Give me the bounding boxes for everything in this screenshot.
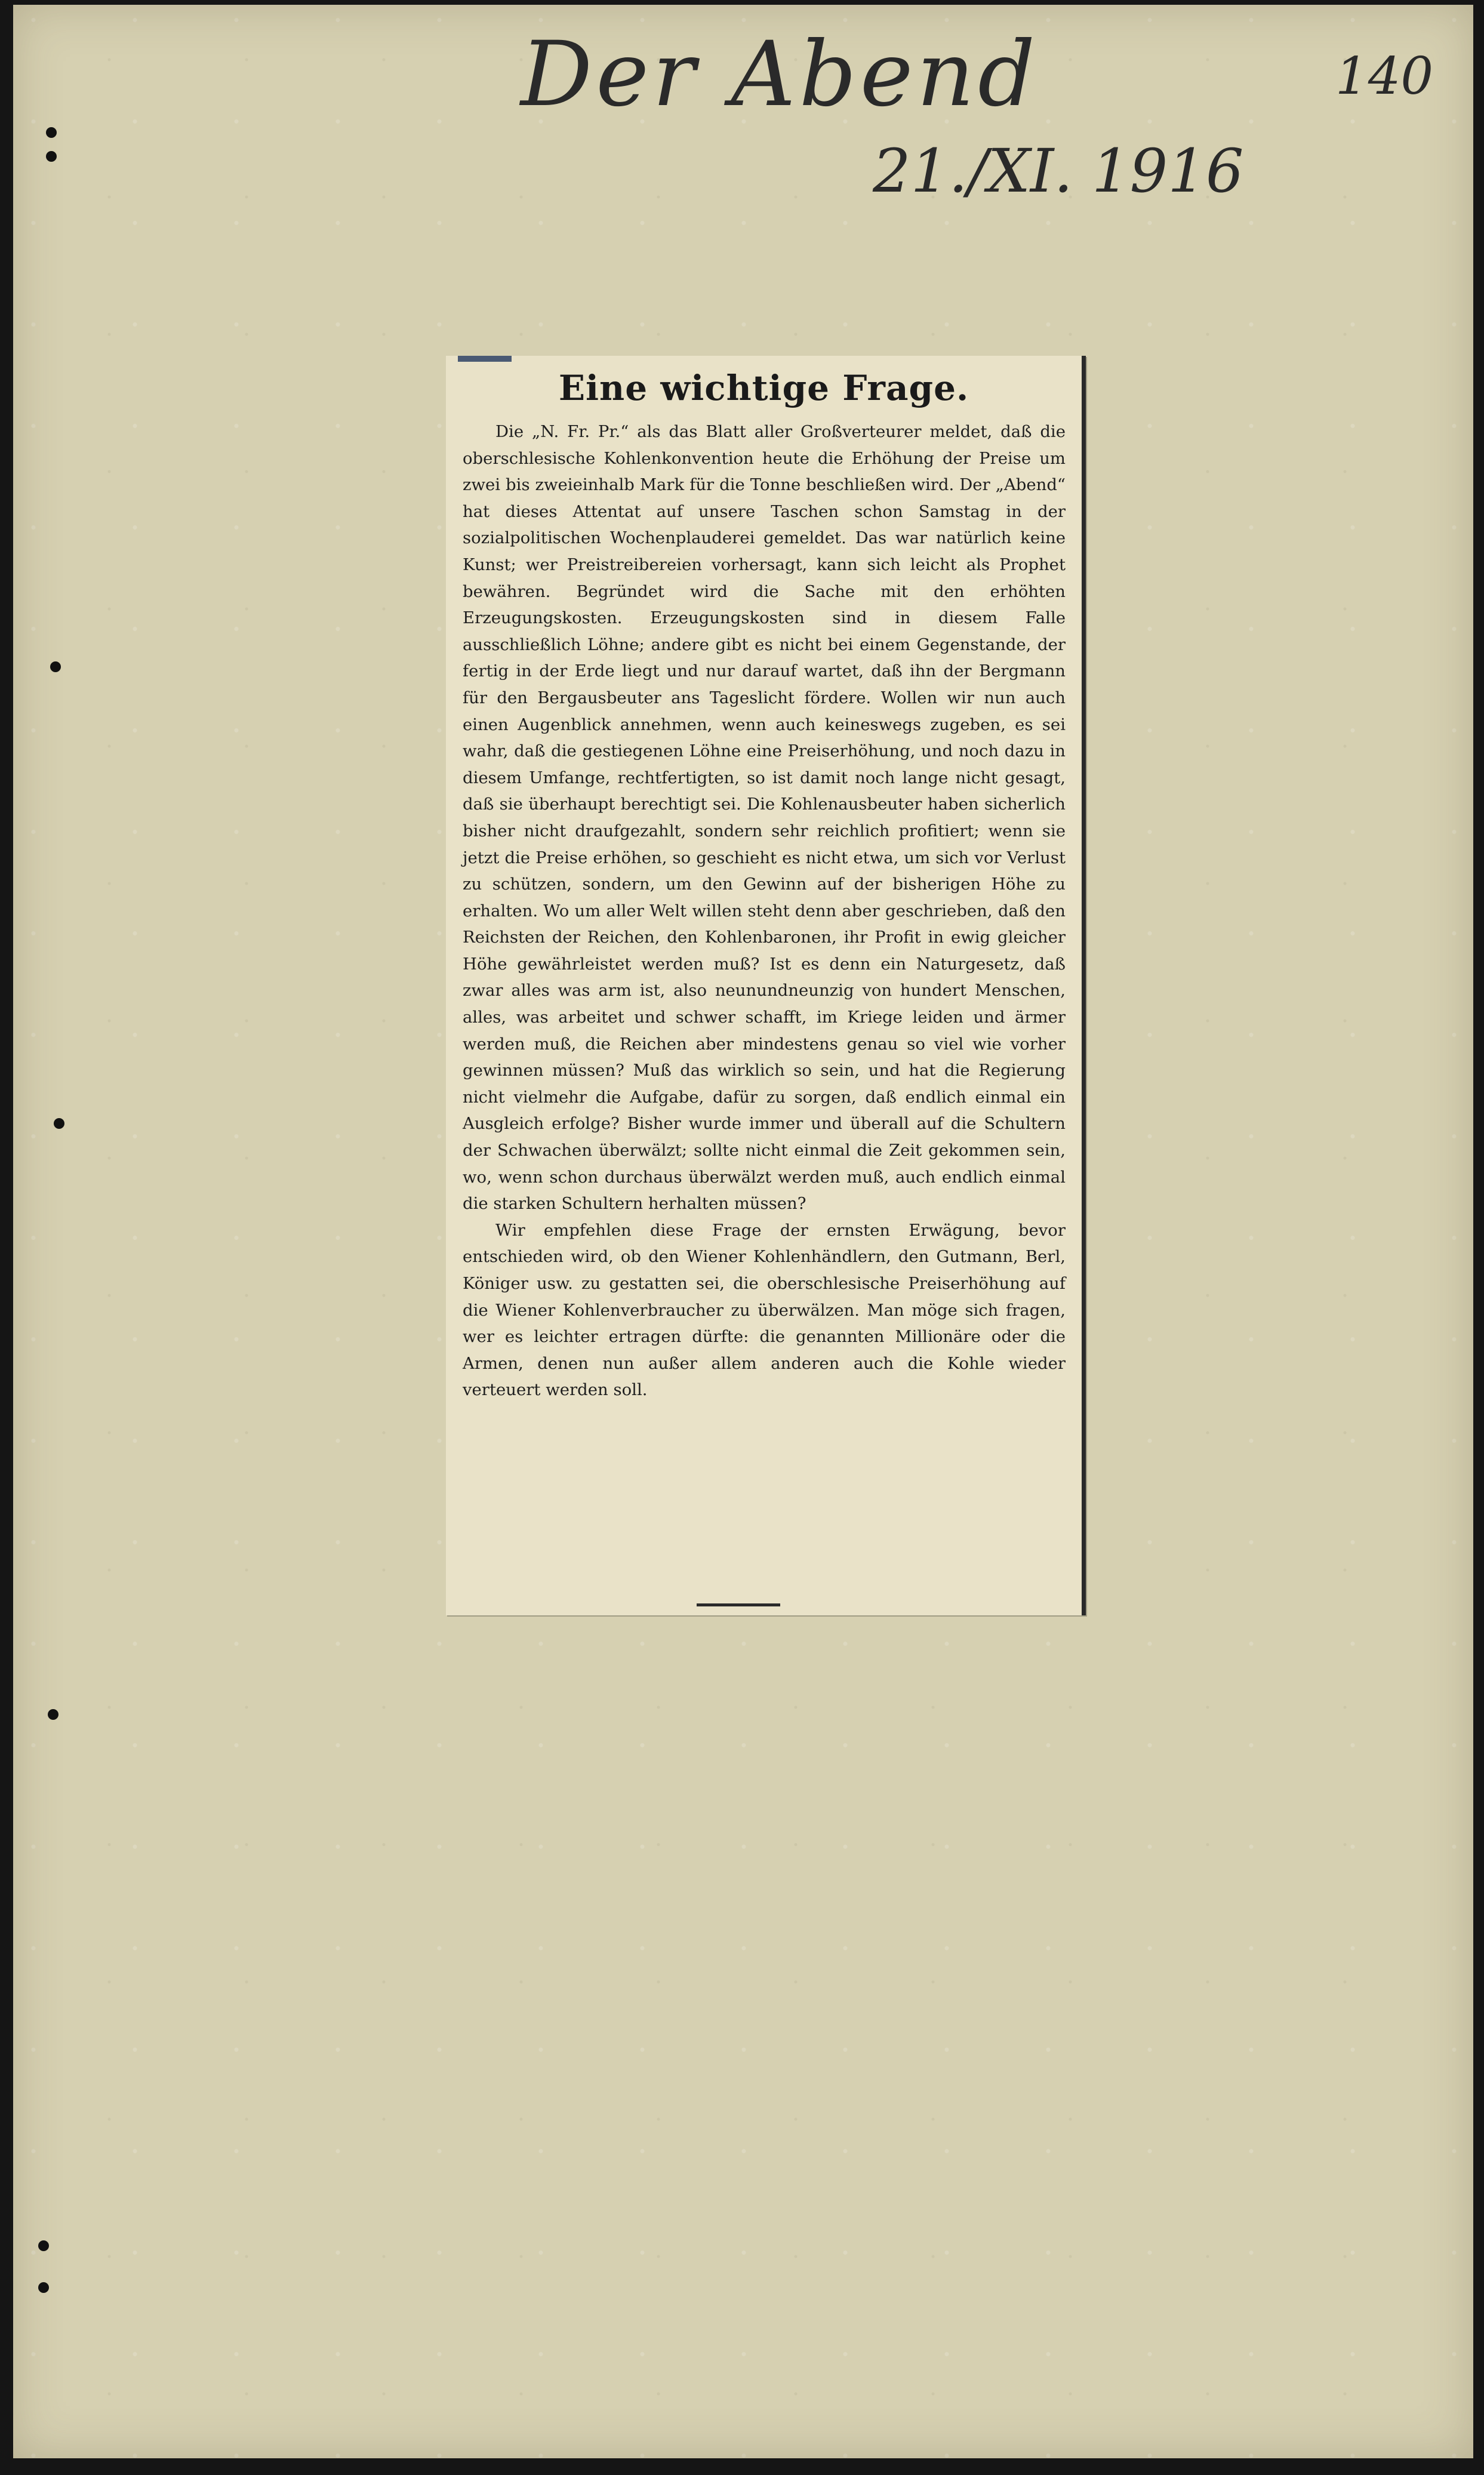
article-headline: Eine wichtige Frage.: [558, 368, 969, 408]
binding-hole: [38, 2282, 49, 2293]
binding-hole: [54, 1118, 64, 1129]
article-body: [463, 418, 1066, 1403]
handwritten-newspaper-title: Der Abend: [521, 23, 1039, 127]
binding-hole: [48, 1709, 59, 1720]
binding-hole: [46, 127, 57, 138]
binding-hole: [38, 2240, 49, 2251]
end-rule: [697, 1603, 780, 1606]
article-paragraph: Die „N. Fr. Pr.“ als das Blatt aller Großverteurer meldet, daß die oberschlesische Kohlenkonvention heute die Erhöhung der Preise um zwei bis zweieinhalb Mark für die Tonne beschließen wird. Der „Abend“ hat dieses Attentat auf unsere Taschen schon Samstag in der sozialpolitischen Wochenplauderei gemeldet. Das war natürlich keine Kunst; wer Preistreibereien vorhersagt, kann sich leicht als Prophet bewähren. Begründet wird die Sache mit den erhöhten Erzeugungskosten. Erzeugungskosten sind in diesem Falle ausschließlich Löhne; andere gibt es nicht bei einem Gegenstande, der fertig in der Erde liegt und nur darauf wartet, daß ihn der Bergmann für den Bergausbeuter ans Tageslicht fördere. Wollen wir nun auch einen Augenblick annehmen, wenn auch keineswegs zugeben, es sei wahr, daß die gestiegenen Löhne eine Preiserhöhung, und noch dazu in diesem Umfange, rechtfertigten, so ist damit noch lange nicht gesagt, daß sie überhaupt berechtigt sei. Die Kohlenausbeuter haben sicherlich bisher nicht draufgezahlt, sondern sehr reichlich profitiert; wenn sie jetzt die Preise erhöhen, so geschieht es nicht etwa, um sich vor Verlust zu schützen, sondern, um den Gewinn auf der bisherigen Höhe zu erhalten. Wo um aller Welt willen steht denn aber geschrieben, daß den Reichsten der Reichen, den Kohlenbaronen, ihr Profit in ewig gleicher Höhe gewährleistet werden muß? Ist es denn ein Naturgesetz, daß zwar alles was arm ist, also neunundneunzig von hundert Menschen, alles, was arbeitet und schwer schafft, im Kriege leiden und ärmer werden muß, die Reichen aber mindestens genau so viel wie vorher gewinnen müssen? Muß das wirklich so sein, und hat die Regierung nicht vielmehr die Aufgabe, dafür zu sorgen, daß endlich einmal ein Ausgleich erfolge? Bisher wurde immer und überall auf die Schultern der Schwachen überwälzt; sollte nicht einmal die Zeit gekommen sein, wo, wenn schon durchaus überwälzt werden muß, auch endlich einmal die starken Schultern herhalten müssen?: [463, 422, 1066, 1214]
handwritten-date: 21./XI. 1916: [873, 136, 1244, 206]
handwritten-folio-number: 140: [1335, 47, 1434, 106]
clipping-tape-mark: [458, 356, 512, 362]
archive-sheet: [13, 5, 1473, 2458]
binding-hole: [46, 151, 57, 162]
newspaper-clipping: [446, 356, 1086, 1615]
article-paragraph: Wir empfehlen diese Frage der ernsten Erwägung, bevor entschieden wird, ob den Wiener Kohlenhändlern, den Gutmann, Berl, Königer usw. zu gestatten sei, die oberschlesische Preiserhöhung auf die Wiener Kohlenverbraucher zu überwälzen. Man möge sich fragen, wer es leichter ertragen dürfte: die genannten Millionäre oder die Armen, denen nun außer allem anderen auch die Kohle wieder verteuert werden soll.: [463, 1220, 1066, 1400]
binding-hole: [50, 661, 61, 672]
